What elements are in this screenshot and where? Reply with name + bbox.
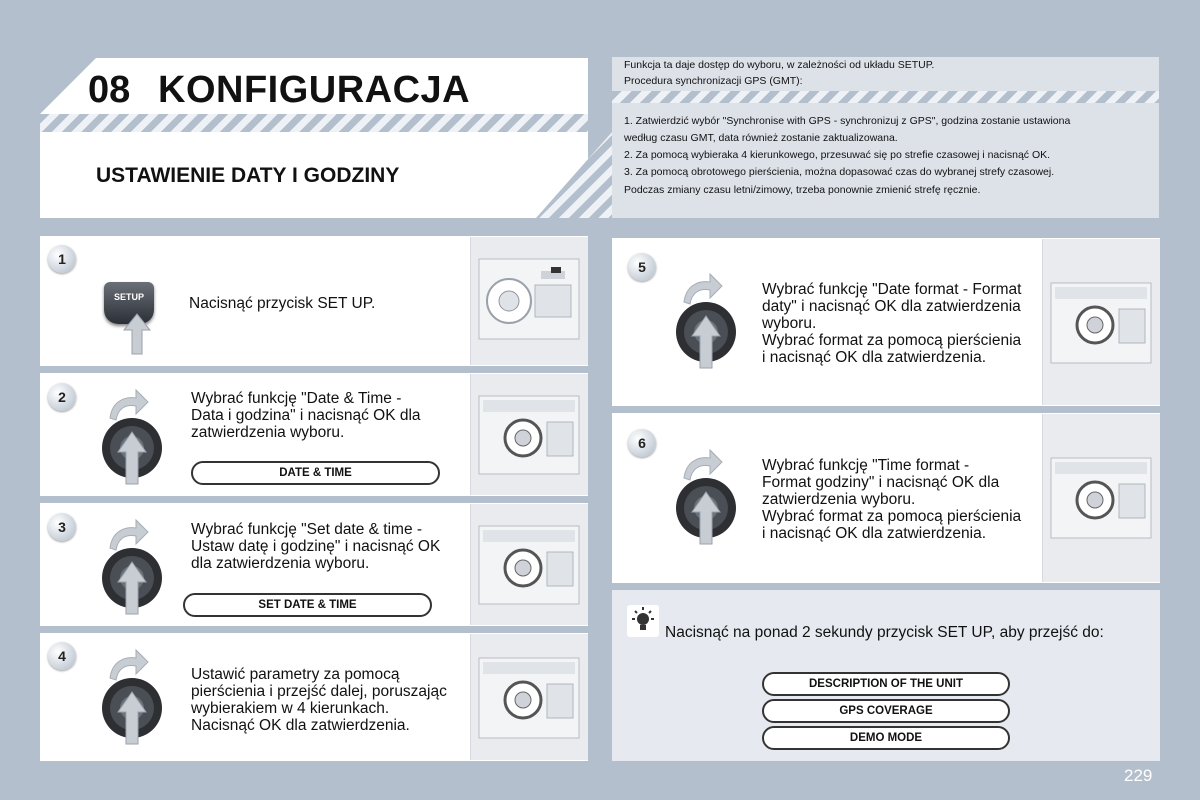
step-5-text-line-3: wyboru. [762,315,817,332]
info-line-2: Procedura synchronizacji GPS (GMT): [624,75,803,87]
demo-mode-option[interactable]: DEMO MODE [762,726,1010,750]
info-paragraph-3: 3. Za pomocą obrotowego pierścienia, można dopasować czas do wybranej strefy czasowej. [624,166,1055,178]
step-3-text-line-1: Wybrać funkcję "Set date & time - [191,521,423,538]
step-5-text-line-5: i nacisnąć OK dla zatwierdzenia. [762,349,987,366]
section-title: USTAWIENIE DATY I GODZINY [96,164,400,187]
page-number: 229 [1124,766,1153,785]
info-paragraph-1: 1. Zatwierdzić wybór "Synchronise with GPS - synchronizuj z GPS", godzina zostanie ustawiona [624,115,1071,127]
gps-coverage-option[interactable]: GPS COVERAGE [762,699,1010,723]
step-5-radio-image [1042,239,1160,405]
step-1-radio-image [470,237,588,365]
step-4-text-line-4: Nacisnąć OK dla zatwierdzenia. [191,717,410,734]
info-paragraph-4: Podczas zmiany czasu letni/zimowy, trzeba ponownie zmienić strefę ręcznie. [624,184,981,196]
step-1-text: Nacisnąć przycisk SET UP. [189,295,376,312]
step-3-number: 3 [48,513,76,541]
step-2-text-line-3: zatwierdzenia wyboru. [191,424,345,441]
tip-text: Nacisnąć na ponad 2 sekundy przycisk SET UP, aby przejść do: [665,624,1104,641]
step-6-text-line-3: zatwierdzenia wyboru. [762,491,916,508]
setup-button-label: SETUP [113,292,144,302]
step-4-text-line-2: pierścienia i przejść dalej, poruszając [191,683,447,700]
chapter-number: 08 [88,69,131,111]
info-paragraph-2: 2. Za pomocą wybieraka 4 kierunkowego, przesuwać się po strefie czasowej i nacisnąć OK. [624,149,1051,161]
step-5-number: 5 [628,253,656,281]
rotary-knob-icon [674,472,738,550]
rotary-knob-icon [100,672,164,750]
step-4-radio-image [470,634,588,760]
rotary-knob-icon [100,412,164,490]
rotary-knob-icon [674,296,738,374]
step-3-radio-image [470,504,588,625]
rotary-knob-icon [100,542,164,620]
step-5-text-line-2: daty" i nacisnąć OK dla zatwierdzenia [762,298,1021,315]
step-6-radio-image [1042,414,1160,582]
step-6-number: 6 [628,429,656,457]
chapter-title: KONFIGURACJA [158,69,471,111]
info-paragraph-1b: według czasu GMT, data również zostanie zaktualizowana. [624,132,898,144]
step-4-number: 4 [48,642,76,670]
step-1-number: 1 [48,245,76,273]
step-5-text-line-1: Wybrać funkcję "Date format - Format [762,281,1022,298]
description-of-the-unit-option[interactable]: DESCRIPTION OF THE UNIT [762,672,1010,696]
step-4-text-line-3: wybierakiem w 4 kierunkach. [191,700,390,717]
step-2-text-line-2: Data i godzina" i nacisnąć OK dla [191,407,421,424]
step-2-text-line-1: Wybrać funkcję "Date & Time - [191,390,402,407]
step-5-text-line-4: Wybrać format za pomocą pierścienia [762,332,1022,349]
step-6-text-line-5: i nacisnąć OK dla zatwierdzenia. [762,525,987,542]
step-3-text-line-3: dla zatwierdzenia wyboru. [191,555,370,572]
step-3-text-line-2: Ustaw datę i godzinę" i nacisnąć OK [191,538,441,555]
step-6-text-line-1: Wybrać funkcję "Time format - [762,457,970,474]
arrow-up-icon [122,312,152,356]
set-date-time-menu-item[interactable]: SET DATE & TIME [183,593,432,617]
info-line-1: Funkcja ta daje dostęp do wyboru, w zależności od układu SETUP. [624,59,935,71]
step-4-text-line-1: Ustawić parametry za pomocą [191,666,400,683]
step-6-text-line-4: Wybrać format za pomocą pierścienia [762,508,1022,525]
header-stripe [40,114,588,132]
info-stripe [612,91,1159,103]
date-time-menu-item[interactable]: DATE & TIME [191,461,440,485]
step-2-radio-image [470,374,588,495]
step-6-text-line-2: Format godziny" i nacisnąć OK dla [762,474,1000,491]
step-2-number: 2 [48,383,76,411]
lightbulb-icon [627,605,659,637]
